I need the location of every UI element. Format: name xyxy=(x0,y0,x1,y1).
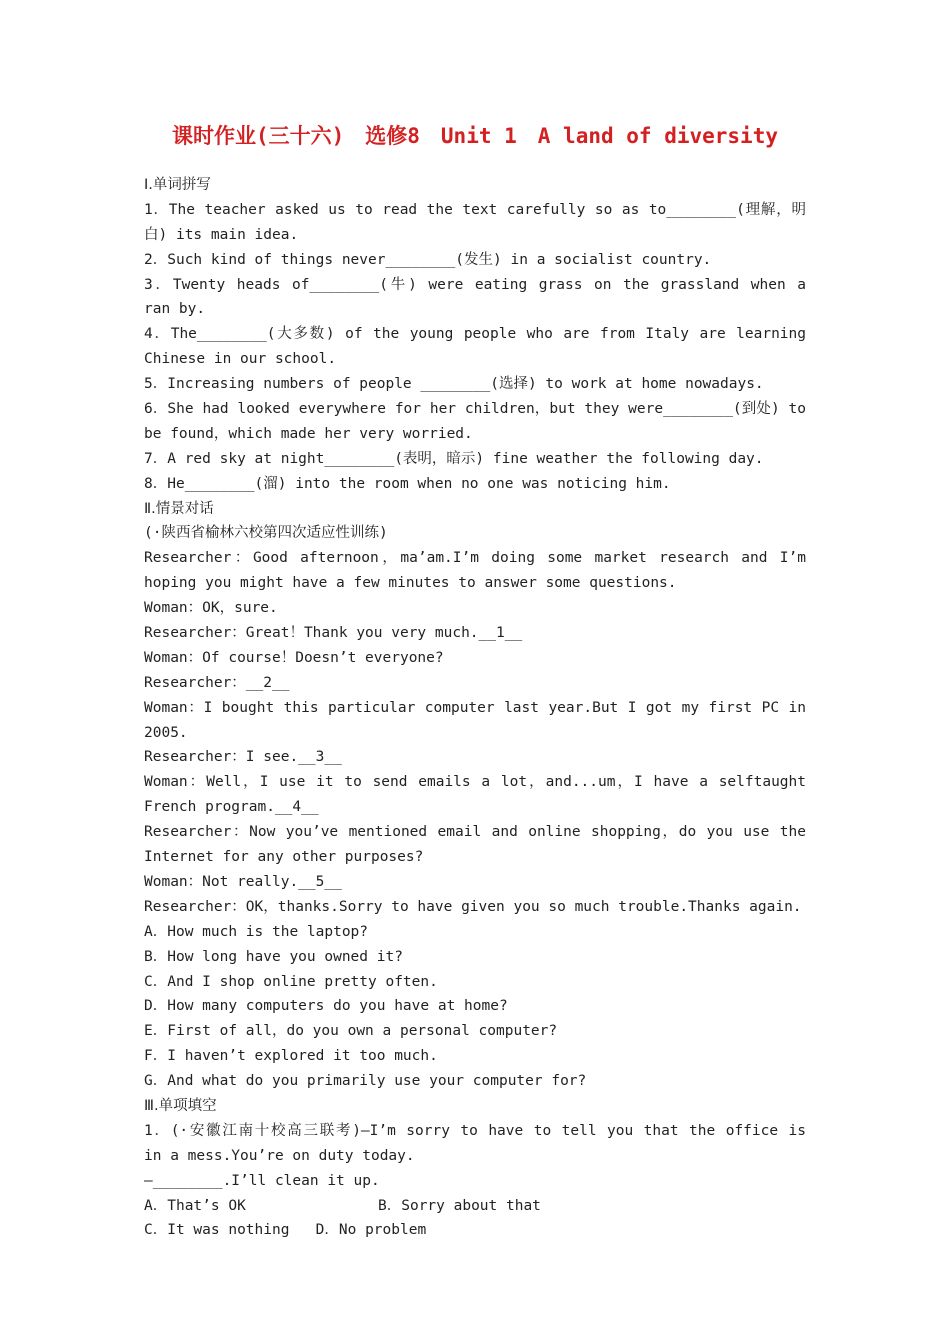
vocab-question-6-cont: be found，which made her very worried. xyxy=(144,425,473,442)
vocab-question-2: 2．Such kind of things never________(发生) in a socialist country. xyxy=(144,251,712,268)
dialogue-option-f: F．I haven’t explored it too much. xyxy=(144,1048,438,1065)
dialogue-line: Woman：OK，sure. xyxy=(144,600,278,617)
dialogue-line: 2005. xyxy=(144,724,188,741)
dialogue-option-a: A．How much is the laptop? xyxy=(144,923,369,940)
choice-question-1-answer-line: —________.I’ll clean it up. xyxy=(144,1172,380,1189)
section-heading-single-choice: Ⅲ.单项填空 xyxy=(144,1097,217,1114)
dialogue-line: Researcher：OK，thanks.Sorry to have given you so much trouble.Thanks again. xyxy=(144,898,802,915)
dialogue-line: Woman：Of course！Doesn’t everyone? xyxy=(144,649,444,666)
dialogue-line: Researcher：I see.__3__ xyxy=(144,749,342,766)
dialogue-source: (·陕西省榆林六校第四次适应性训练) xyxy=(144,525,388,542)
section-heading-dialogue: Ⅱ.情景对话 xyxy=(144,500,214,517)
dialogue-line: Researcher：Now you’ve mentioned email and online shopping，do you use the xyxy=(144,824,806,841)
dialogue-line: Researcher：__2__ xyxy=(144,674,290,691)
dialogue-line: hoping you might have a few minutes to answer some questions. xyxy=(144,575,677,592)
dialogue-option-e: E．First of all，do you own a personal computer? xyxy=(144,1023,558,1040)
vocab-question-4-cont: Chinese in our school. xyxy=(144,351,337,368)
vocab-question-4: 4．The________(大多数) of the young people who are from Italy are learning xyxy=(144,326,806,343)
vocab-question-1-cont: 白) its main idea. xyxy=(144,226,299,243)
choice-question-1-cont: in a mess.You’re on duty today. xyxy=(144,1147,415,1164)
worksheet-content xyxy=(144,173,806,1243)
dialogue-line: Researcher：Great！Thank you very much.__1__ xyxy=(144,625,523,642)
dialogue-option-b: B．How long have you owned it? xyxy=(144,948,403,965)
choice-option-a: A．That’s OK xyxy=(144,1197,246,1214)
dialogue-line: Woman：Well，I use it to send emails a lot，and...um，I have a selftaught xyxy=(144,774,806,791)
choice-option-d: D．No problem xyxy=(315,1222,427,1239)
choice-option-b: B．Sorry about that xyxy=(378,1197,541,1214)
vocab-question-8: 8．He________(溜) into the room when no one was noticing him. xyxy=(144,475,671,492)
choice-option-c: C．It was nothing xyxy=(144,1222,290,1239)
page-title: 课时作业(三十六) 选修8 Unit 1 A land of diversity xyxy=(171,124,778,148)
dialogue-option-c: C．And I shop online pretty often. xyxy=(144,973,438,990)
vocab-question-5: 5．Increasing numbers of people ________(选择) to work at home nowadays. xyxy=(144,376,764,393)
vocab-question-3-cont: ran by. xyxy=(144,301,206,318)
dialogue-option-g: G．And what do you primarily use your computer for? xyxy=(144,1073,587,1090)
section-heading-vocabulary: Ⅰ.单词拼写 xyxy=(144,177,211,193)
dialogue-line: Woman：Not really.__5__ xyxy=(144,873,342,890)
dialogue-line: Woman：I bought this particular computer last year.But I got my first PC in xyxy=(144,699,806,716)
vocab-question-6: 6．She had looked everywhere for her children，but they were________(到处) to xyxy=(144,401,806,418)
choice-options-row-2 xyxy=(144,1218,806,1243)
dialogue-line: French program.__4__ xyxy=(144,799,319,816)
dialogue-option-d: D．How many computers do you have at home? xyxy=(144,998,508,1015)
choice-question-1: 1．(·安徽江南十校高三联考)—I’m sorry to have to tell you that the office is xyxy=(144,1122,806,1139)
dialogue-line: Internet for any other purposes? xyxy=(144,849,424,866)
vocab-question-1: 1．The teacher asked us to read the text carefully so as to________(理解，明 xyxy=(144,201,806,218)
vocab-question-7: 7．A red sky at night________(表明，暗示) fine weather the following day. xyxy=(144,450,764,467)
dialogue-line: Researcher：Good afternoon，ma’am.I’m doing some market research and I’m xyxy=(144,550,806,567)
vocab-question-3: 3．Twenty heads of________(牛) were eating grass on the grassland when a xyxy=(144,276,806,293)
choice-options-row-1 xyxy=(144,1194,806,1219)
